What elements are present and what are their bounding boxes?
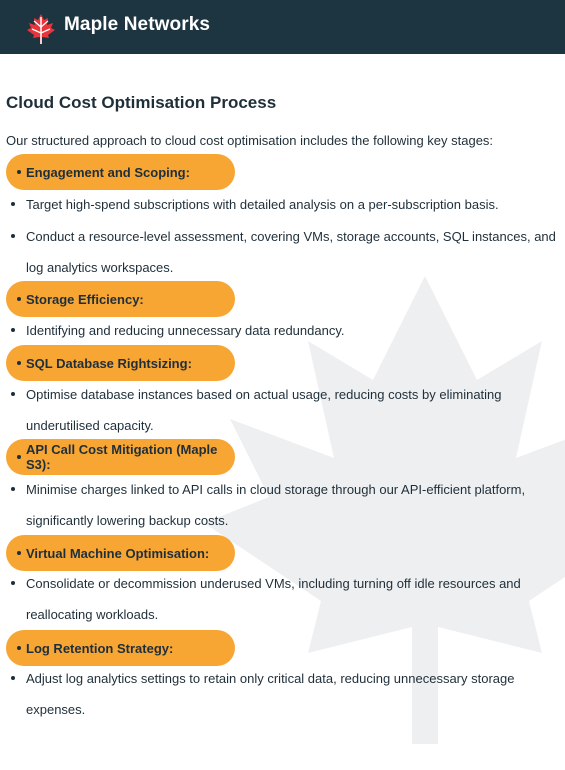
list-item xyxy=(26,221,556,283)
stage-pill-api xyxy=(6,439,235,475)
stage-pill-engagement xyxy=(6,154,235,190)
list-item-text: Identifying and reducing unnecessary data redundancy. xyxy=(26,323,345,338)
stage-label: Storage Efficiency: xyxy=(26,291,144,307)
intro-text: Our structured approach to cloud cost optimisation includes the following key stages: xyxy=(6,133,494,148)
page-title: Cloud Cost Optimisation Process xyxy=(6,93,277,112)
bullet-dot xyxy=(11,328,15,332)
bullet-dot xyxy=(17,455,21,459)
bullet-dot xyxy=(11,234,15,238)
header-bar xyxy=(0,0,565,54)
stage-label: API Call Cost Mitigation (Maple S3): xyxy=(26,442,218,472)
list-item xyxy=(26,315,556,346)
list-item-text: Minimise charges linked to API calls in cloud storage through our API-efficient platform, significantly lowering backup costs. xyxy=(26,482,526,528)
bullet-dot xyxy=(11,392,15,396)
stage-pill-sql xyxy=(6,345,235,381)
bullet-dot xyxy=(17,170,21,174)
bullet-dot xyxy=(11,581,15,585)
bullet-dot xyxy=(11,202,15,206)
list-item-text: Optimise database instances based on actual usage, reducing costs by eliminating underutilised capacity. xyxy=(26,387,502,433)
stage-label: Log Retention Strategy: xyxy=(26,640,174,656)
stage-pill-log xyxy=(6,630,235,666)
brand-name: Maple Networks xyxy=(64,14,211,35)
stage-pill-vm xyxy=(6,535,235,571)
bullet-dot xyxy=(17,297,21,301)
list-item xyxy=(26,474,556,536)
bullet-dot xyxy=(11,487,15,491)
bullet-dot xyxy=(17,646,21,650)
list-item xyxy=(26,663,556,725)
list-item xyxy=(26,568,556,630)
bullet-dot xyxy=(17,551,21,555)
stage-label: Virtual Machine Optimisation: xyxy=(26,545,210,561)
bullet-dot xyxy=(17,361,21,365)
list-item-text: Target high-spend subscriptions with detailed analysis on a per-subscription basis. xyxy=(26,197,499,212)
stage-pill-storage xyxy=(6,281,235,317)
stage-label: Engagement and Scoping: xyxy=(26,164,190,180)
list-item xyxy=(26,189,556,220)
list-item-text: Consolidate or decommission underused VMs, including turning off idle resources and reallocating workloads. xyxy=(26,576,521,622)
bullet-dot xyxy=(11,676,15,680)
maple-leaf-icon xyxy=(24,12,58,46)
list-item-text: Adjust log analytics settings to retain only critical data, reducing unnecessary storage expenses. xyxy=(26,671,515,717)
stage-label: SQL Database Rightsizing: xyxy=(26,355,192,371)
list-item xyxy=(26,379,556,441)
list-item-text: Conduct a resource-level assessment, covering VMs, storage accounts, SQL instances, and log analytics workspaces. xyxy=(26,229,556,275)
